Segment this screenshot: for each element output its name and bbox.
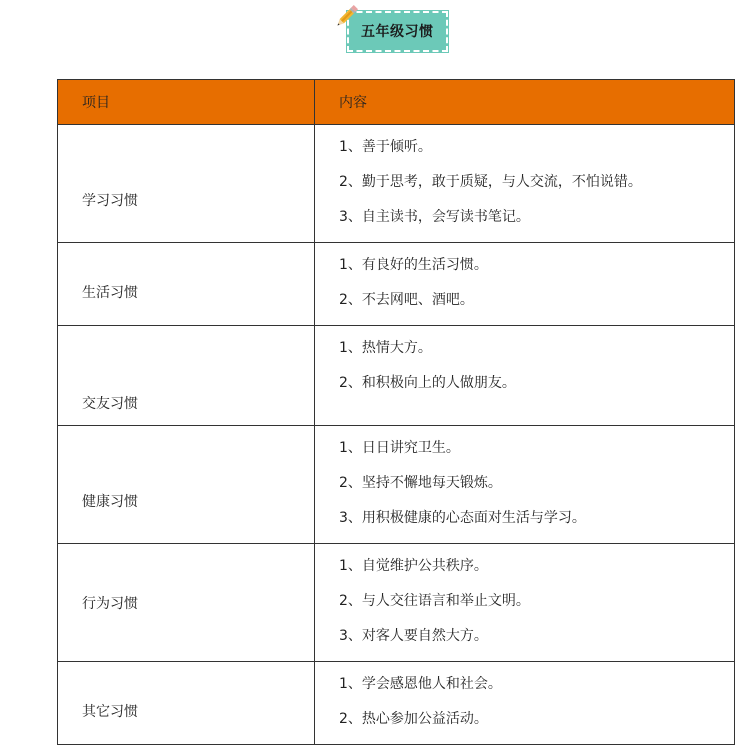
- content-line: 1、热情大方。: [339, 340, 432, 356]
- row-item-label: 生活习惯: [82, 285, 138, 301]
- row-content-cell: [315, 125, 735, 243]
- header-item: 项目: [58, 80, 315, 125]
- table-row: [58, 544, 735, 662]
- habits-table: [57, 79, 735, 745]
- title-banner: [333, 4, 448, 52]
- table-header-row: [58, 80, 735, 125]
- content-line: 1、学会感恩他人和社会。: [339, 676, 502, 692]
- content-line: 2、坚持不懈地每天锻炼。: [339, 475, 502, 491]
- row-content-cell: [315, 662, 735, 745]
- row-content-cell: [315, 243, 735, 326]
- row-item-cell: [58, 544, 315, 662]
- table-row: [58, 125, 735, 243]
- row-item-label: 交友习惯: [82, 396, 138, 412]
- row-item-label: 行为习惯: [82, 595, 138, 612]
- row-item-cell: [58, 326, 315, 426]
- content-line: 2、勤于思考，敢于质疑，与人交流，不怕说错。: [339, 174, 642, 190]
- table-row: [58, 243, 735, 326]
- table-row: [58, 426, 735, 544]
- row-content-cell: [315, 326, 735, 426]
- content-line: 1、有良好的生活习惯。: [339, 257, 488, 273]
- content-line: 2、热心参加公益活动。: [339, 711, 488, 727]
- content-line: 2、和积极向上的人做朋友。: [339, 375, 516, 391]
- pencil-icon: [333, 4, 359, 30]
- row-item-label: 健康习惯: [82, 493, 138, 510]
- table-row: [58, 662, 735, 745]
- content-line: 3、对客人要自然大方。: [339, 628, 488, 644]
- row-content-cell: [315, 426, 735, 544]
- content-line: 3、用积极健康的心态面对生活与学习。: [339, 510, 586, 526]
- row-content-cell: [315, 544, 735, 662]
- row-item-cell: [58, 426, 315, 544]
- row-item-cell: [58, 243, 315, 326]
- table-row: [58, 326, 735, 426]
- content-line: 3、自主读书，会写读书笔记。: [339, 209, 530, 225]
- content-line: 1、日日讲究卫生。: [339, 440, 460, 456]
- row-item-cell: [58, 125, 315, 243]
- page-title: 五年级习惯: [347, 11, 448, 52]
- content-line: 2、与人交往语言和举止文明。: [339, 593, 530, 609]
- content-line: 1、自觉维护公共秩序。: [339, 558, 488, 574]
- content-line: 2、不去网吧、酒吧。: [339, 292, 474, 308]
- row-item-label: 其它习惯: [82, 704, 138, 720]
- header-content: 内容: [315, 80, 735, 125]
- row-item-cell: [58, 662, 315, 745]
- content-line: 1、善于倾听。: [339, 139, 432, 155]
- row-item-label: 学习习惯: [82, 192, 138, 209]
